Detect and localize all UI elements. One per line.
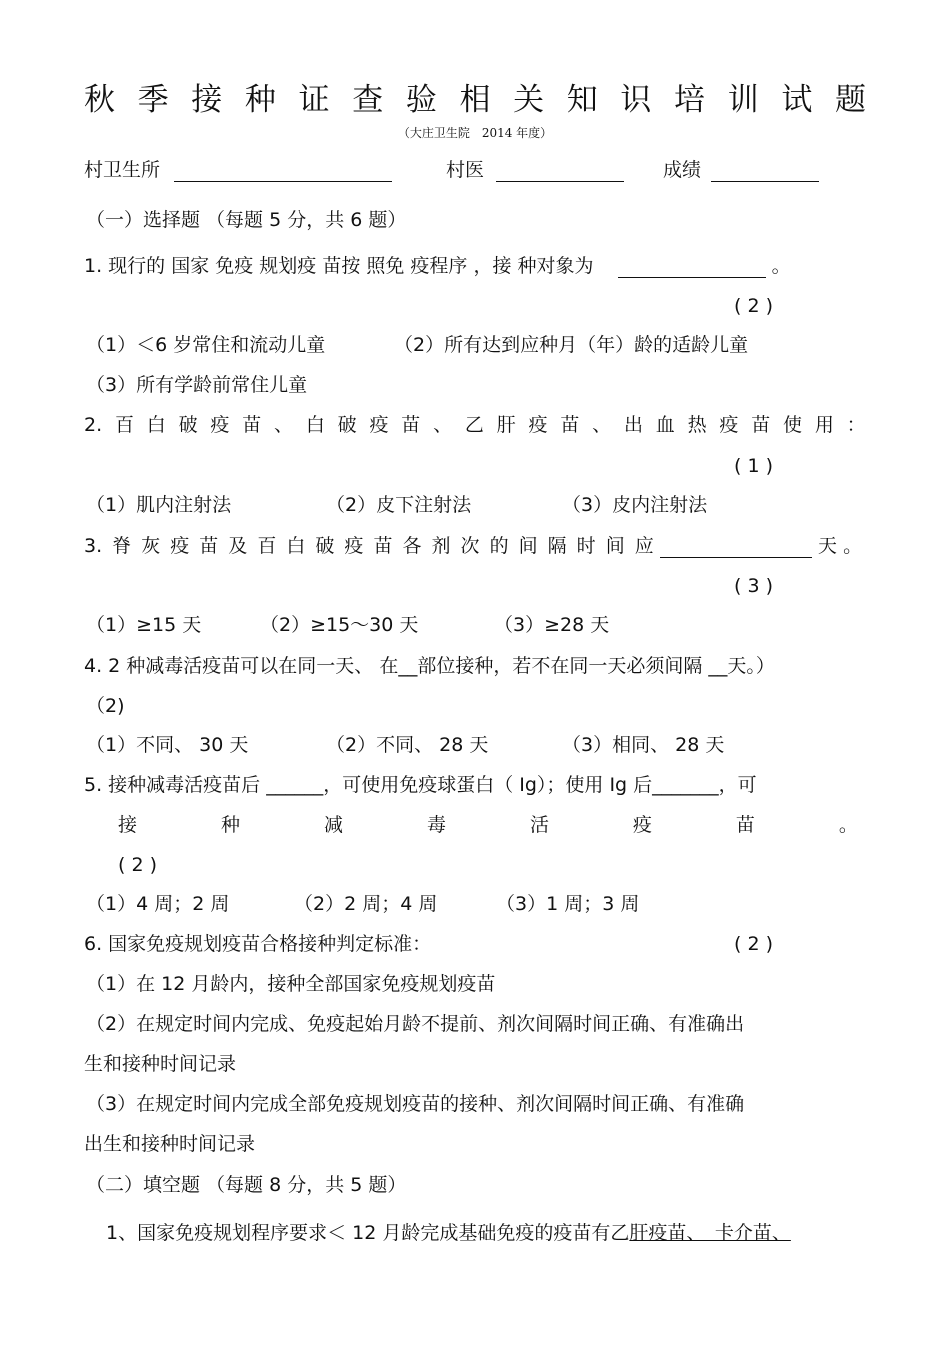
question-3-char: 白 [286,535,306,557]
question-2-char: 使 [783,414,803,436]
title-char: 识 [620,82,652,118]
question-6-option-2-continued: 生和接种时间记录 [84,1053,237,1075]
question-1-option-3: （3）所有学龄前常住儿童 [86,374,308,396]
header-row [84,158,392,182]
question-2-char: 血 [655,414,675,436]
question-3-char: 疫 [170,535,190,557]
question-2-text [84,413,866,437]
question-5-char: 苗 [735,814,755,836]
title-char: 季 [137,82,169,118]
question-6-answer: ( 2 ) [734,933,773,955]
question-2-char: 热 [687,414,707,436]
question-3-char: 间 [605,535,625,557]
doctor-label: 村医 [446,159,485,181]
question-3-char: 时 [576,535,596,557]
clinic-label: 村卫生所 [84,159,161,181]
question-2-answer: ( 1 ) [734,455,773,477]
question-3-option-2: （2）≥15～30 天 [260,614,419,636]
question-2-char: 疫 [719,414,739,436]
question-3-char: 脊 [112,535,132,557]
question-3-char: 破 [315,535,335,557]
fill-question-1 [106,1221,791,1245]
title-char: 训 [727,82,759,118]
question-3-option-1: （1）≥15 天 [86,614,202,636]
question-6-option-1: （1）在 12 月龄内，接种全部国家免疫规划疫苗 [86,973,496,995]
question-5-char: 。 [838,814,858,836]
question-5-option-3: （3）1 周；3 周 [496,893,640,915]
question-2-char: 白 [305,414,325,436]
title-char: 种 [244,82,276,118]
score-blank[interactable] [711,161,819,182]
section2-heading: （二）填空题 （每题 8 分，共 5 题） [86,1174,407,1196]
score-label: 成绩 [663,159,702,181]
title-char: 题 [834,82,866,118]
question-2-option-1: （1）肌内注射法 [86,494,232,516]
clinic-blank[interactable] [174,161,392,182]
question-3-char: 次 [460,535,480,557]
question-4-text: 4. 2 种减毒活疫苗可以在同一天、 在__部位接种，若不在同一天必须间隔 __天。） [84,655,775,677]
question-4-option-3: （3）相同、 28 天 [562,734,725,756]
question-5-char: 毒 [426,814,446,836]
question-2-char: 破 [178,414,198,436]
title-char: 接 [191,82,223,118]
question-2-option-2: （2）皮下注射法 [326,494,472,516]
question-2-char: 白 [146,414,166,436]
question-2-char: 百 [114,414,134,436]
question-4-answer: （2) [86,695,125,717]
title-char: 知 [566,82,598,118]
question-1-option-1: （1）＜6 岁常住和流动儿童 [86,334,326,356]
question-2-char: 肝 [496,414,516,436]
question-5-answer: ( 2 ) [118,854,157,876]
question-3-char: 百 [257,535,277,557]
fill-question-1-answer: 肝疫苗、 卡介苗、 [629,1222,791,1244]
question-1-text: 1. 现行的 国家 免疫 规划疫 苗按 照免 疫程序 ，接 种对象为 [84,255,594,277]
title-char: 相 [459,82,491,118]
question-1-option-2: （2）所有达到应种月（年）龄的适龄儿童 [394,334,749,356]
question-5-option-1: （1）4 周；2 周 [86,893,230,915]
question-2-option-3: （3）皮内注射法 [562,494,708,516]
question-2-char: 苗 [560,414,580,436]
question-2-char: 破 [337,414,357,436]
question-6-option-3-continued: 出生和接种时间记录 [84,1133,256,1155]
question-3-char: 及 [228,535,248,557]
question-3-text [84,534,654,558]
question-4-option-1: （1）不同、 30 天 [86,734,249,756]
question-3-char: 间 [518,535,538,557]
doctor-blank[interactable] [496,161,624,182]
title-char: 关 [513,82,545,118]
title-char: 试 [781,82,813,118]
question-4-option-2: （2）不同、 28 天 [326,734,489,756]
question-3-end: 天 。 [818,535,863,557]
question-3-char: 3. [84,535,103,557]
question-2-char: 、 [433,414,453,436]
title-char: 秋 [84,82,115,118]
title-char: 验 [405,82,437,118]
question-2-char: 疫 [369,414,389,436]
question-1-blank[interactable] [618,257,766,278]
question-1-end: 。 [771,255,791,277]
question-2-char: 2. [84,414,103,436]
question-6-text: 6. 国家免疫规划疫苗合格接种判定标准： [84,933,432,955]
question-3-char: 应 [634,535,654,557]
question-3-option-3: （3）≥28 天 [494,614,610,636]
title-char: 培 [674,82,706,118]
question-5-text: 5. 接种减毒活疫苗后 ______，可使用免疫球蛋白（ Ig）；使用 Ig 后_______，可 [84,774,757,796]
question-2-char: 苗 [751,414,771,436]
question-3-char: 疫 [344,535,364,557]
question-3-char: 灰 [141,535,161,557]
question-2-char: 用 [814,414,834,436]
question-2-char: 、 [592,414,612,436]
question-5-char: 种 [220,814,240,836]
question-5-option-2: （2）2 周；4 周 [294,893,438,915]
question-3-char: 隔 [547,535,567,557]
subtitle: （大庄卫生院 2014 年度） [397,126,553,140]
question-6-option-3: （3）在规定时间内完成全部免疫规划疫苗的接种、剂次间隔时间正确、有准确 [86,1093,745,1115]
question-2-char: ： [846,414,866,436]
question-3-char: 剂 [431,535,451,557]
title-char: 证 [298,82,330,118]
question-2-char: 出 [623,414,643,436]
question-6-option-2: （2）在规定时间内完成、免疫起始月龄不提前、剂次间隔时间正确、有准确出 [86,1013,745,1035]
question-2-char: 、 [274,414,294,436]
question-5-char: 活 [529,814,549,836]
question-3-char: 苗 [199,535,219,557]
question-5-char: 减 [323,814,343,836]
section1-heading: （一）选择题 （每题 5 分，共 6 题） [86,209,407,231]
question-1 [84,254,791,278]
question-1-answer: ( 2 ) [734,295,773,317]
question-5-char: 疫 [632,814,652,836]
page-title [84,80,866,120]
question-5-char: 接 [118,814,138,836]
question-2-char: 苗 [242,414,262,436]
question-2-char: 乙 [464,414,484,436]
question-3-blank[interactable] [660,537,812,558]
title-char: 查 [352,82,384,118]
question-3-char: 各 [402,535,422,557]
question-3-char: 苗 [373,535,393,557]
question-5-text-continued [118,813,858,837]
question-2-char: 疫 [528,414,548,436]
fill-question-1-text: 1、国家免疫规划程序要求＜ 12 月龄完成基础免疫的疫苗有乙 [106,1222,630,1244]
question-3-char: 的 [489,535,509,557]
question-2-char: 苗 [401,414,421,436]
question-2-char: 疫 [210,414,230,436]
question-3-answer: ( 3 ) [734,575,773,597]
